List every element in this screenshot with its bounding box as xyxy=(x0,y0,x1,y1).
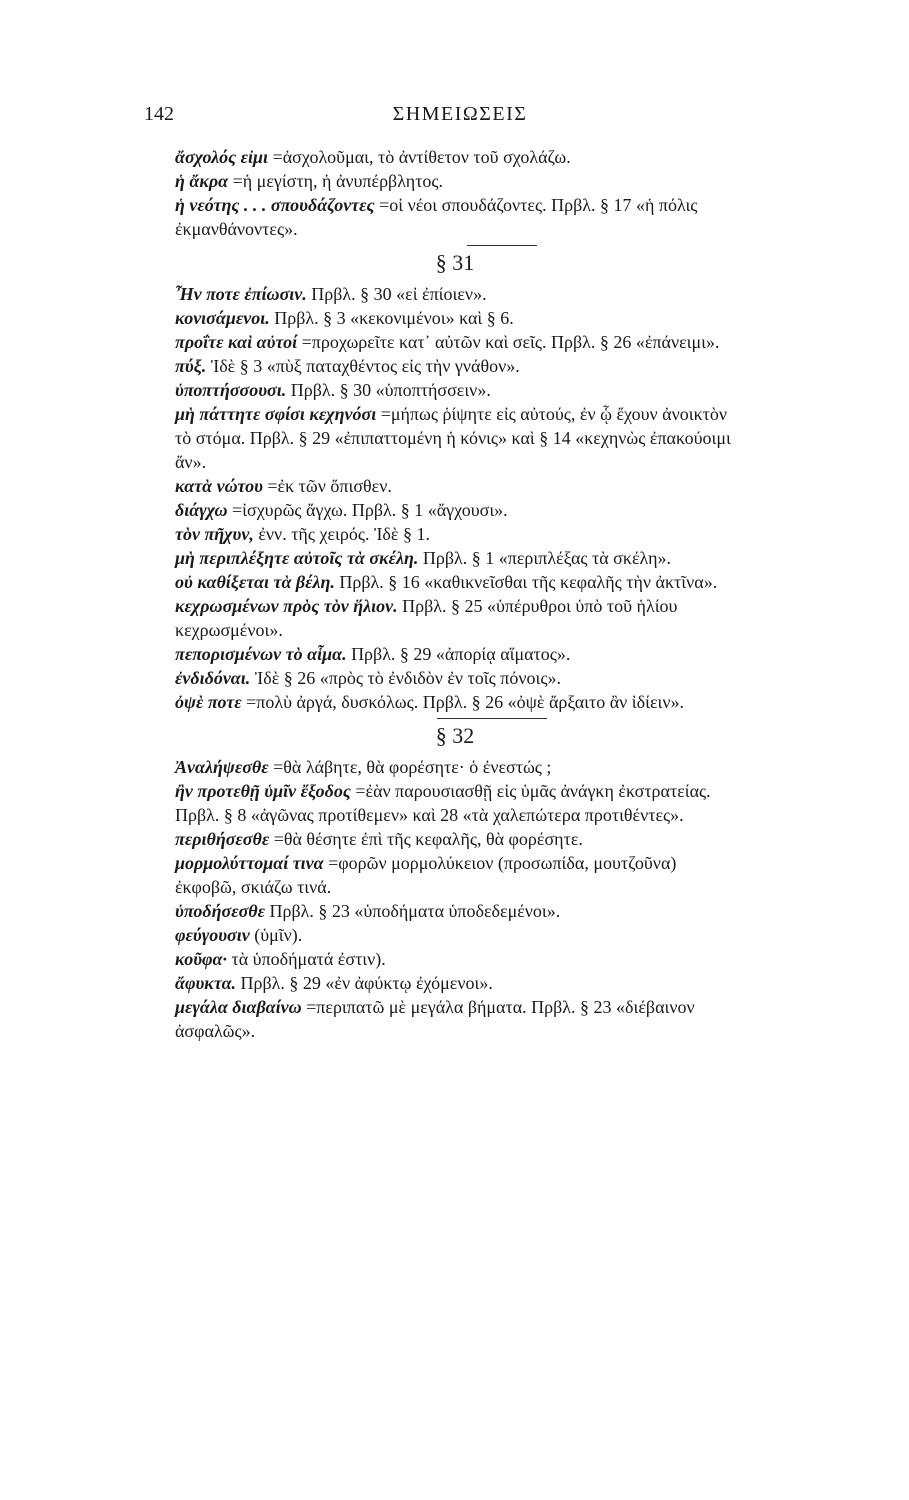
entry-gloss: =ἐὰν παρουσιασθῇ εἰς ὑμᾶς ἀνάγκη ἐκστρατείας. Πρβλ. § 8 «ἀγῶνας προτίθεμεν» καὶ 28 «τὰ χαλεπώτερα προτιθέντες». xyxy=(175,781,711,825)
commentary-entry xyxy=(175,330,735,354)
commentary-entry xyxy=(175,378,735,402)
entry-gloss: =θὰ θέσητε ἐπὶ τῆς κεφαλῆς, θὰ φορέσητε. xyxy=(273,829,583,849)
entry-gloss: =πολὺ ἀργά, δυσκόλως. Πρβλ. § 26 «ὀψὲ ἄρξαιτο ἂν ἰδίειν». xyxy=(246,692,685,712)
commentary-entry xyxy=(175,899,735,923)
entry-lemma: μὴ περιπλέξητε αὐτοῖς τὰ σκέλη. xyxy=(175,548,419,568)
commentary-entry xyxy=(175,779,735,827)
commentary-entry xyxy=(175,402,735,474)
running-title: ΣΗΜΕΙΩΣΕΙΣ xyxy=(392,103,528,125)
entry-gloss: Πρβλ. § 29 «ἀπορίᾳ αἵματος». xyxy=(351,644,571,664)
entry-lemma: πεπορισμένων τὸ αἷμα. xyxy=(175,644,347,664)
entry-gloss: Πρβλ. § 30 «εἰ ἐπίοιεν». xyxy=(311,284,487,304)
entry-lemma: μεγάλα διαβαίνω xyxy=(175,997,302,1017)
entry-lemma: πύξ. xyxy=(175,356,207,376)
entry-gloss: Πρβλ. § 3 «κεκονιμένοι» καὶ § 6. xyxy=(274,308,514,328)
entry-lemma: ἄφυκτα. xyxy=(175,973,237,993)
commentary-entry xyxy=(175,522,735,546)
entry-gloss: Πρβλ. § 25 «ὑπέρυθροι ὑπὸ τοῦ ἡλίου κεχρωσμένοι». xyxy=(175,596,678,640)
entry-lemma: κοῦφα· xyxy=(175,949,227,969)
commentary-entry xyxy=(175,169,735,193)
commentary-body xyxy=(175,145,735,1043)
section-divider xyxy=(467,245,537,246)
entry-lemma: ἢν προτεθῇ ὑμῖν ἔξοδος xyxy=(175,781,351,801)
entry-lemma: Ἀναλήψεσθε xyxy=(175,757,269,777)
entry-gloss: =ἐκ τῶν ὄπισθεν. xyxy=(267,476,392,496)
commentary-entry xyxy=(175,570,735,594)
entry-gloss: Πρβλ. § 23 «ὑποδήματα ὑποδεδεμένοι». xyxy=(269,901,561,921)
page-header xyxy=(140,103,780,129)
entry-gloss: =μήπως ῥίψητε εἰς αὐτούς, ἐν ᾧ ἔχουν ἀνοικτὸν τὸ στόμα. Πρβλ. § 29 «ἐπιπαττομένη ἡ κόνις» καὶ § 14 «κεχηνὼς ἐπακούοιμι ἄν». xyxy=(175,404,731,472)
commentary-entry xyxy=(175,193,735,241)
entry-gloss: =οἱ νέοι σπουδάζοντες. Πρβλ. § 17 «ἡ πόλις ἐκμανθάνοντες». xyxy=(175,195,698,239)
commentary-entry xyxy=(175,306,735,330)
commentary-entry xyxy=(175,666,735,690)
entry-gloss: =περιπατῶ μὲ μεγάλα βήματα. Πρβλ. § 23 «διέβαινον ἀσφαλῶς». xyxy=(175,997,695,1041)
commentary-entry xyxy=(175,642,735,666)
entry-lemma: μὴ πάττητε σφίσι κεχηνόσι xyxy=(175,404,377,424)
entry-gloss: Ἰδὲ § 3 «πὺξ παταχθέντος εἰς τὴν γνάθον». xyxy=(210,356,520,376)
commentary-entry xyxy=(175,282,735,306)
entry-gloss: =φορῶν μορμολύκειον (προσωπίδα, μουτζοῦνα) ἐκφοβῶ, σκιάζω τινά. xyxy=(175,853,677,897)
section-heading: § 31 xyxy=(435,250,475,275)
entry-gloss: Πρβλ. § 29 «ἐν ἀφύκτῳ ἐχόμενοι». xyxy=(240,973,493,993)
entry-gloss: Πρβλ. § 30 «ὑποπτήσσειν». xyxy=(290,380,491,400)
commentary-entry xyxy=(175,594,735,642)
entry-gloss: =ἡ μεγίστη, ἡ ἀνυπέρβλητος. xyxy=(232,171,444,191)
entry-gloss: =θὰ λάβητε, θὰ φορέσητε· ὁ ἐνεστώς ; xyxy=(273,757,552,777)
entry-lemma: ἡ ἄκρα xyxy=(175,171,229,191)
entry-lemma: κεχρωσμένων πρὸς τὸν ἥλιον. xyxy=(175,596,398,616)
entry-lemma: προΐτε καὶ αὐτοί xyxy=(175,332,298,352)
entry-gloss: Πρβλ. § 1 «περιπλέξας τὰ σκέλη». xyxy=(422,548,671,568)
entry-lemma: Ἦν ποτε ἐπίωσιν. xyxy=(175,284,307,304)
commentary-entry xyxy=(175,498,735,522)
entry-gloss: Ἰδὲ § 26 «πρὸς τὸ ἐνδιδὸν ἐν τοῖς πόνοις». xyxy=(254,668,561,688)
commentary-entry xyxy=(175,947,735,971)
commentary-entry xyxy=(175,690,735,714)
entry-lemma: ὑποδήσεσθε xyxy=(175,901,265,921)
entry-lemma: ἄσχολός εἰμι xyxy=(175,147,269,167)
entry-gloss: =προχωρεῖτε κατ᾽ αὐτῶν καὶ σεῖς. Πρβλ. § 26 «ἐπάνειμι». xyxy=(301,332,720,352)
entry-lemma: διάγχω xyxy=(175,500,228,520)
commentary-entry xyxy=(175,827,735,851)
entry-gloss: (ὑμῖν). xyxy=(254,925,303,945)
entry-lemma: περιθήσεσθε xyxy=(175,829,270,849)
commentary-entry xyxy=(175,995,735,1043)
entry-lemma: ὑποπτήσσουσι. xyxy=(175,380,287,400)
commentary-entry xyxy=(175,354,735,378)
entry-lemma: ἡ νεότης . . . σπουδάζοντες xyxy=(175,195,375,215)
section-heading: § 32 xyxy=(435,723,475,748)
entry-lemma: φεύγουσιν xyxy=(175,925,250,945)
commentary-entry xyxy=(175,474,735,498)
entry-lemma: κατὰ νώτου xyxy=(175,476,263,496)
commentary-entry xyxy=(175,923,735,947)
commentary-entry xyxy=(175,971,735,995)
entry-gloss: =ἰσχυρῶς ἄγχω. Πρβλ. § 1 «ἄγχουσι». xyxy=(232,500,508,520)
entry-gloss: Πρβλ. § 16 «καθικνεῖσθαι τῆς κεφαλῆς τὴν ἀκτῖνα». xyxy=(339,572,718,592)
commentary-entry xyxy=(175,755,735,779)
entry-lemma: τὸν πῆχυν, xyxy=(175,524,254,544)
section-divider xyxy=(437,718,547,719)
entry-lemma: μορμολύττομαί τινα xyxy=(175,853,324,873)
entry-gloss: ἐνν. τῆς χειρός. Ἰδὲ § 1. xyxy=(258,524,430,544)
entry-lemma: οὐ καθίξεται τὰ βέλη. xyxy=(175,572,335,592)
commentary-entry xyxy=(175,851,735,899)
page-number: 142 xyxy=(144,103,174,125)
entry-lemma: ἐνδιδόναι. xyxy=(175,668,251,688)
commentary-entry xyxy=(175,546,735,570)
entry-gloss: τὰ ὑποδήματά ἐστιν). xyxy=(231,949,386,969)
entry-gloss: =ἀσχολοῦμαι, τὸ ἀντίθετον τοῦ σχολάζω. xyxy=(272,147,571,167)
commentary-entry xyxy=(175,145,735,169)
entry-lemma: ὀψὲ ποτε xyxy=(175,692,242,712)
entry-lemma: κονισάμενοι. xyxy=(175,308,270,328)
